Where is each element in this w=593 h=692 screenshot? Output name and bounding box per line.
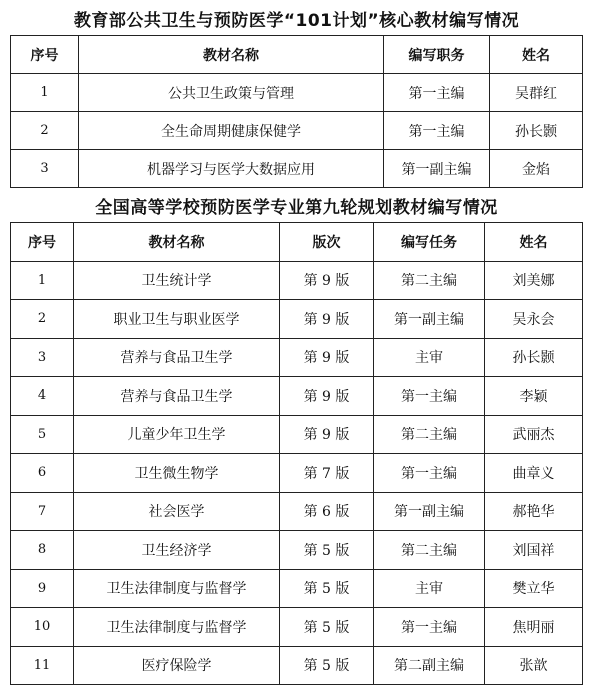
cell-index: 5 bbox=[11, 415, 74, 454]
header-task: 编写任务 bbox=[374, 223, 485, 262]
cell-edition: 第 6 版 bbox=[280, 492, 374, 531]
header-textbook-name: 教材名称 bbox=[74, 223, 280, 262]
cell-textbook-name: 机器学习与医学大数据应用 bbox=[79, 150, 384, 188]
table-header-row bbox=[11, 36, 583, 74]
header-index: 序号 bbox=[11, 36, 79, 74]
cell-name: 刘美娜 bbox=[485, 261, 583, 300]
header-textbook-name: 教材名称 bbox=[79, 36, 384, 74]
table-row bbox=[11, 569, 583, 608]
cell-name: 金焰 bbox=[490, 150, 583, 188]
cell-textbook-name: 卫生法律制度与监督学 bbox=[74, 569, 280, 608]
cell-name: 曲章义 bbox=[485, 454, 583, 493]
table-row bbox=[11, 150, 583, 188]
header-role: 编写职务 bbox=[384, 36, 490, 74]
cell-task: 第二主编 bbox=[374, 415, 485, 454]
cell-textbook-name: 全生命周期健康保健学 bbox=[79, 112, 384, 150]
cell-task: 主审 bbox=[374, 569, 485, 608]
cell-index: 1 bbox=[11, 261, 74, 300]
table-row bbox=[11, 531, 583, 570]
cell-task: 第二主编 bbox=[374, 261, 485, 300]
cell-index: 3 bbox=[11, 150, 79, 188]
cell-edition: 第 9 版 bbox=[280, 261, 374, 300]
cell-task: 第一主编 bbox=[374, 608, 485, 647]
cell-index: 6 bbox=[11, 454, 74, 493]
table2-title: 全国高等学校预防医学专业第九轮规划教材编写情况 bbox=[95, 198, 498, 218]
cell-name: 孙长颢 bbox=[490, 112, 583, 150]
table-row bbox=[11, 415, 583, 454]
cell-name: 吴永会 bbox=[485, 300, 583, 339]
textbook-ninth-round-table bbox=[10, 222, 583, 685]
cell-task: 第一副主编 bbox=[374, 492, 485, 531]
table-header-row bbox=[11, 223, 583, 262]
table1-title: 教育部公共卫生与预防医学“101计划”核心教材编写情况 bbox=[73, 11, 520, 31]
cell-edition: 第 5 版 bbox=[280, 646, 374, 685]
table-row bbox=[11, 608, 583, 647]
cell-index: 7 bbox=[11, 492, 74, 531]
cell-textbook-name: 卫生法律制度与监督学 bbox=[74, 608, 280, 647]
cell-textbook-name: 社会医学 bbox=[74, 492, 280, 531]
table-row bbox=[11, 492, 583, 531]
table-row bbox=[11, 646, 583, 685]
cell-task: 第一主编 bbox=[374, 454, 485, 493]
cell-name: 刘国祥 bbox=[485, 531, 583, 570]
cell-textbook-name: 儿童少年卫生学 bbox=[74, 415, 280, 454]
cell-edition: 第 5 版 bbox=[280, 531, 374, 570]
cell-task: 第二副主编 bbox=[374, 646, 485, 685]
cell-name: 樊立华 bbox=[485, 569, 583, 608]
cell-edition: 第 9 版 bbox=[280, 300, 374, 339]
cell-task: 主审 bbox=[374, 338, 485, 377]
cell-name: 焦明丽 bbox=[485, 608, 583, 647]
cell-textbook-name: 卫生统计学 bbox=[74, 261, 280, 300]
cell-index: 10 bbox=[11, 608, 74, 647]
cell-task: 第二主编 bbox=[374, 531, 485, 570]
cell-index: 8 bbox=[11, 531, 74, 570]
cell-index: 3 bbox=[11, 338, 74, 377]
cell-edition: 第 7 版 bbox=[280, 454, 374, 493]
cell-index: 11 bbox=[11, 646, 74, 685]
cell-index: 1 bbox=[11, 74, 79, 112]
table-row bbox=[11, 74, 583, 112]
table-row bbox=[11, 300, 583, 339]
table-row bbox=[11, 112, 583, 150]
cell-name: 郝艳华 bbox=[485, 492, 583, 531]
header-edition: 版次 bbox=[280, 223, 374, 262]
cell-textbook-name: 营养与食品卫生学 bbox=[74, 377, 280, 416]
cell-name: 孙长颢 bbox=[485, 338, 583, 377]
cell-task: 第一主编 bbox=[374, 377, 485, 416]
table-row bbox=[11, 377, 583, 416]
cell-edition: 第 9 版 bbox=[280, 338, 374, 377]
cell-name: 吴群红 bbox=[490, 74, 583, 112]
table-row bbox=[11, 261, 583, 300]
cell-index: 2 bbox=[11, 300, 74, 339]
cell-name: 张歆 bbox=[485, 646, 583, 685]
cell-textbook-name: 公共卫生政策与管理 bbox=[79, 74, 384, 112]
cell-index: 4 bbox=[11, 377, 74, 416]
cell-edition: 第 5 版 bbox=[280, 608, 374, 647]
header-name: 姓名 bbox=[490, 36, 583, 74]
table-row bbox=[11, 338, 583, 377]
textbook-101-table bbox=[10, 35, 583, 188]
header-index: 序号 bbox=[11, 223, 74, 262]
table-row bbox=[11, 454, 583, 493]
cell-textbook-name: 医疗保险学 bbox=[74, 646, 280, 685]
cell-edition: 第 9 版 bbox=[280, 415, 374, 454]
cell-index: 9 bbox=[11, 569, 74, 608]
cell-role: 第一副主编 bbox=[384, 150, 490, 188]
cell-textbook-name: 卫生经济学 bbox=[74, 531, 280, 570]
cell-role: 第一主编 bbox=[384, 74, 490, 112]
cell-index: 2 bbox=[11, 112, 79, 150]
cell-edition: 第 5 版 bbox=[280, 569, 374, 608]
cell-name: 武丽杰 bbox=[485, 415, 583, 454]
cell-textbook-name: 卫生微生物学 bbox=[74, 454, 280, 493]
cell-role: 第一主编 bbox=[384, 112, 490, 150]
cell-name: 李颖 bbox=[485, 377, 583, 416]
cell-textbook-name: 营养与食品卫生学 bbox=[74, 338, 280, 377]
cell-textbook-name: 职业卫生与职业医学 bbox=[74, 300, 280, 339]
header-name: 姓名 bbox=[485, 223, 583, 262]
cell-task: 第一副主编 bbox=[374, 300, 485, 339]
cell-edition: 第 9 版 bbox=[280, 377, 374, 416]
